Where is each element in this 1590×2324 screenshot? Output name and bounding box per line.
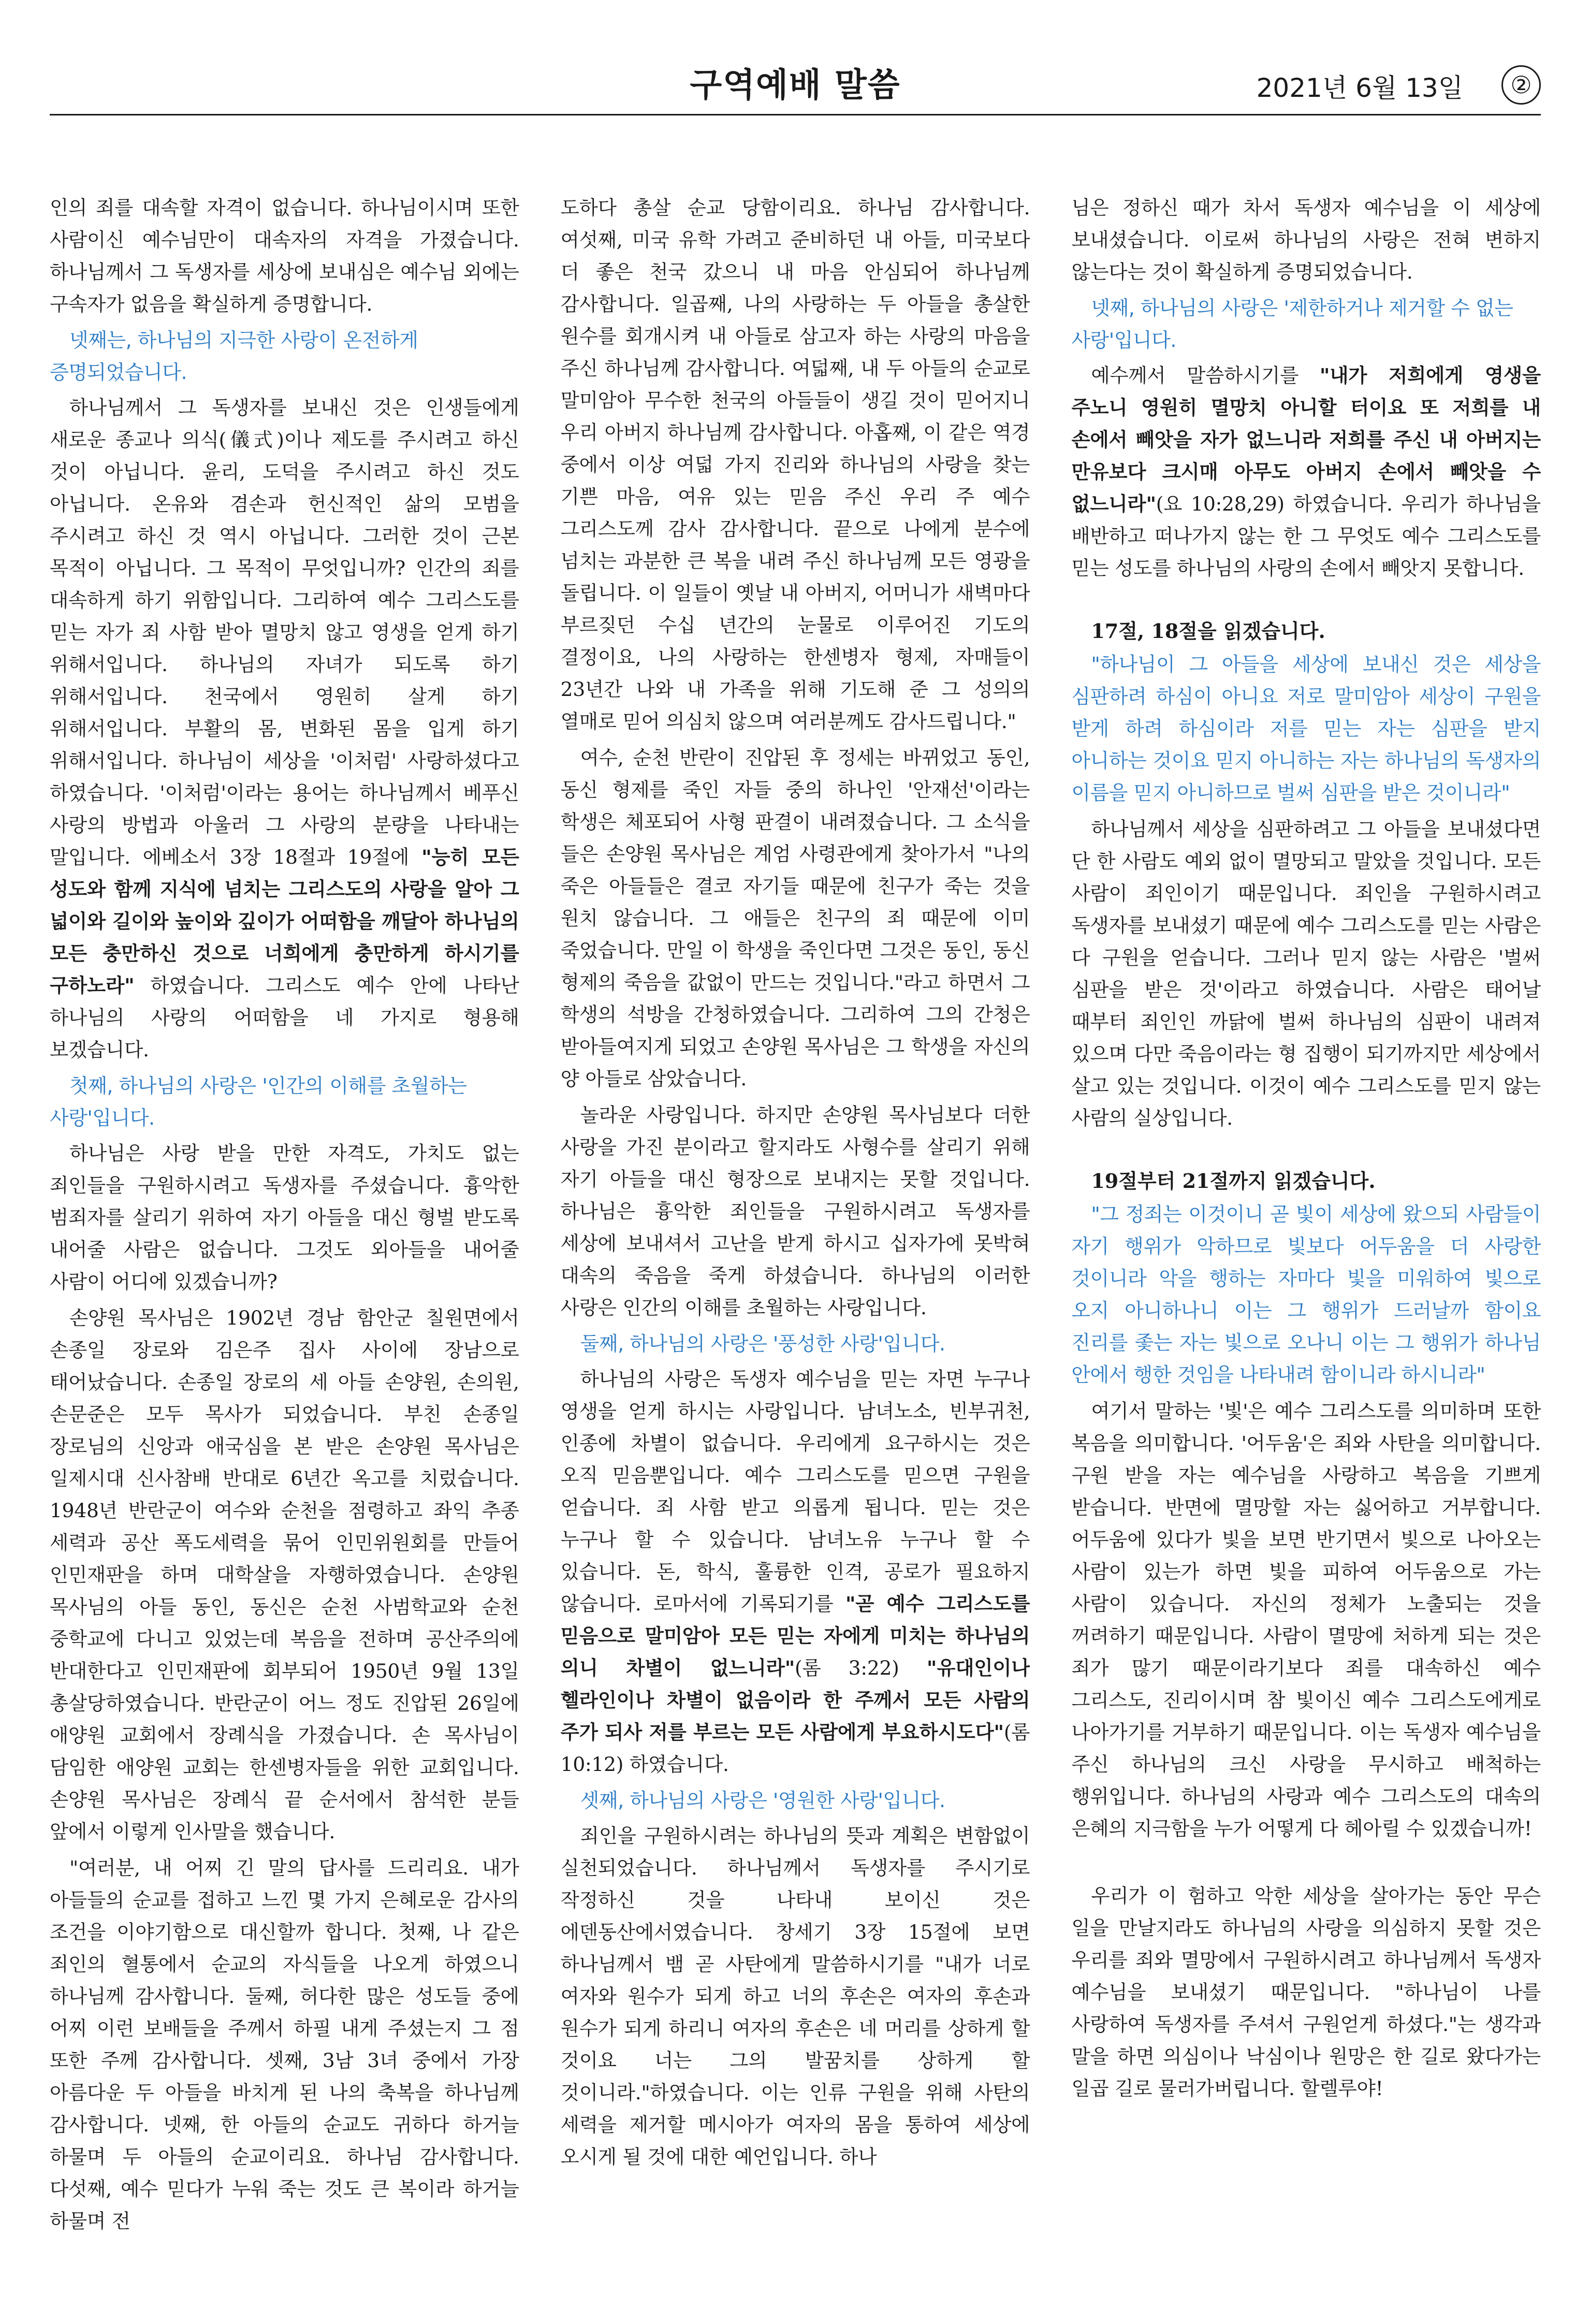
section-heading: 넷째, 하나님의 사랑은 '제한하거나 제거할 수 없는 사랑'입니다. [1071,297,1513,352]
scripture-quote: "능히 모든 성도와 함께 지식에 넘치는 그리스도의 사랑을 알아 그 넓이와 길이와 높이와 깊이가 어떠함을 깨달아 하나님의 모든 충만하신 것으로 너희에게 충만하게 하시기를 구하노라" [50,846,519,997]
issue-date: 2021년 6월 13일 [1256,73,1463,103]
article-body [50,192,1541,2299]
page-number: ② [1501,65,1541,105]
paragraph: 우리가 이 험하고 악한 세상을 살아가는 동안 무슨 일을 만날지라도 하나님의 사랑을 의심하지 못할 것은 우리를 죄와 멸망에서 구원하시려고 하나님께서 독생자 예수님을 보내셨기 때문입니다. "하나님이 나를 사랑하여 독생자를 주셔서 구원얻게 하셨다."는 생각과 말을 하면 의심이나 낙심이나 원망은 한 길로 왔다가는 일곱 길로 물러가버립니다. 할렐루야! [1071,1884,1541,2100]
paragraph: 도하다 총살 순교 당함이리요. 하나님 감사합니다. 여섯째, 미국 유학 가려고 준비하던 내 아들, 미국보다 더 좋은 천국 갔으니 내 마음 안심되어 하나님께 감사합니다. 일곱째, 나의 사랑하는 두 아들을 총살한 원수를 회개시켜 내 아들로 삼고자 하는 사랑의 마음을 주신 하나님께 감사합니다. 여덟째, 내 두 아들의 순교로 말미암아 무수한 천국의 아들들이 생길 것이 믿어지니 우리 아버지 하나님께 감사합니다. 아홉째, 이 같은 역경 중에서 이상 여덟 가지 진리와 하나님의 사랑을 찾는 기쁜 마음, 여유 있는 믿음 주신 우리 주 예수 그리스도께 감사 감사합니다. 끝으로 나에게 분수에 넘치는 과분한 큰 복을 내려 주신 하나님께 모든 영광을 돌립니다. 이 일들이 옛날 내 아버지, 어머니가 새벽마다 부르짖던 수십 년간의 눈물로 이루어진 기도의 결정이요, 나의 사랑하는 한센병자 형제, 자매들이 23년간 나와 내 가족을 위해 기도해 준 그 성의의 열매로 믿어 의심치 않으며 여러분께도 감사드립니다." [560,196,1030,733]
paragraph: 님은 정하신 때가 차서 독생자 예수님을 이 세상에 보내셨습니다. 이로써 하나님의 사랑은 전혀 변하지 않는다는 것이 확실하게 증명되었습니다. [1071,196,1541,283]
paragraph: 놀라운 사랑입니다. 하지만 손양원 목사님보다 더한 사랑을 가진 분이라고 할지라도 사형수를 살리기 위해 자기 아들을 대신 형장으로 보내지는 못할 것입니다. 하나님은 흉악한 죄인들을 구원하시려고 독생자를 세상에 보내셔서 고난을 받게 하시고 십자가에 못박혀 대속의 죽음을 죽게 하셨습니다. 하나님의 이러한 사랑은 인간의 이해를 초월하는 사랑입니다. [560,1103,1030,1319]
paragraph: 여수, 순천 반란이 진압된 후 정세는 바뀌었고 동인, 동신 형제를 죽인 자들 중의 하나인 '안재선'이라는 학생은 체포되어 사형 판결이 내려졌습니다. 그 소식을 들은 손양원 목사님은 계엄 사령관에게 찾아가서 "나의 죽은 아들들은 결코 자기들 때문에 친구가 죽는 것을 원치 않습니다. 그 애들은 친구의 죄 때문에 이미 죽었습니다. 만일 이 학생을 죽인다면 그것은 동인, 동신 형제의 죽음을 값없이 만드는 것입니다."라고 하면서 그 학생의 석방을 간청하였습니다. 그리하여 그의 간청은 받아들여지게 되었고 손양원 목사님은 그 학생을 자신의 양 아들로 삼았습니다. [560,746,1030,1090]
paragraph: 하나님께서 세상을 심판하려고 그 아들을 보내셨다면 단 한 사람도 예외 없이 멸망되고 말았을 것입니다. 모든 사람이 죄인이기 때문입니다. 죄인을 구원하시려고 독생자를 보내셨기 때문에 예수 그리스도를 믿는 사람은 다 구원을 얻습니다. 그러나 믿지 않는 사람은 '벌써 심판을 받은 것'이라고 하였습니다. 사람은 태어날 때부터 죄인인 까닭에 벌써 하나님의 심판이 내려져 있으며 다만 죽음이라는 형 집행이 되기까지만 세상에서 살고 있는 것입니다. 이것이 예수 그리스도를 믿지 않는 사람의 실상입니다. [1071,818,1541,1129]
header-rule [50,114,1541,115]
column-2 [561,192,1030,2299]
scripture-quote: "내가 저희에게 영생을 주노니 영원히 멸망치 아니할 터이요 또 저희를 내 손에서 빼앗을 자가 없느니라 저희를 주신 내 아버지는 만유보다 크시매 아무도 아버지 손에서 빼앗을 수 없느니라" [1071,364,1541,515]
section-heading: 첫째, 하나님의 사랑은 '인간의 이해를 초월하는 사랑'입니다. [50,1074,467,1129]
paragraph: "여러분, 내 어찌 긴 말의 답사를 드리리요. 내가 아들들의 순교를 접하고 느낀 몇 가지 은혜로운 감사의 조건을 이야기함으로 대신할까 합니다. 첫째, 나 같은 죄인의 혈통에서 순교의 자식들을 나오게 하였으니 하나님께 감사합니다. 둘째, 허다한 많은 성도들 중에 어찌 이런 보배들을 주께서 하필 내게 주셨는지 그 점 또한 주께 감사합니다. 셋째, 3남 3녀 중에서 가장 아름다운 두 아들을 바치게 된 나의 축복을 하나님께 감사합니다. 넷째, 한 아들의 순교도 귀하다 하거늘 하물며 두 아들의 순교이리요. 하나님 감사합니다. 다섯째, 예수 믿다가 누워 죽는 것도 큰 복이라 하거늘 하물며 전 [50,1856,519,2232]
paragraph: 하나님께서 그 독생자를 보내신 것은 인생들에게 새로운 종교나 의식(儀式)이나 제도를 주시려고 하신 것이 아닙니다. 윤리, 도덕을 주시려고 하신 것도 아닙니다. 온유와 겸손과 헌신적인 삶의 모범을 주시려고 하신 것 역시 아닙니다. 그러한 것이 근본 목적이 아닙니다. 그 목적이 무엇입니까? 인간의 죄를 대속하게 하기 위함입니다. 그리하여 예수 그리스도를 믿는 자가 죄 사함 받아 멸망치 않고 영생을 얻게 하기 위해서입니다. 하나님의 자녀가 되도록 하기 위해서입니다. 천국에서 영원히 살게 하기 위해서입니다. 부활의 몸, 변화된 몸을 입게 하기 위해서입니다. 하나님이 세상을 '이처럼' 사랑하셨다고 하였습니다. '이처럼'이라는 용어는 하나님께서 베푸신 사랑의 방법과 아울러 그 사랑의 분량을 나타내는 말입니다. 에베소서 3장 18절과 19절에 "능히 모든 성도와 함께 지식에 넘치는 그리스도의 사랑을 알아 그 넓이와 길이와 높이와 깊이가 어떠함을 깨달아 하나님의 모든 충만하신 것으로 너희에게 충만하게 하시기를 구하노라" 하였습니다. 그리스도 예수 안에 나타난 하나님의 사랑의 어떠함을 네 가지로 형용해 보겠습니다. [50,396,519,1061]
page-header [50,62,1541,119]
scripture-quote: "곧 예수 그리스도를 믿음으로 말미암아 모든 믿는 자에게 미치는 하나님의 의니 차별이 없느니라" [560,1592,1030,1679]
paragraph: 하나님의 사랑은 독생자 예수님을 믿는 자면 누구나 영생을 얻게 하시는 사랑입니다. 남녀노소, 빈부귀천, 인종에 차별이 없습니다. 우리에게 요구하시는 것은 오직 믿음뿐입니다. 예수 그리스도를 믿으면 구원을 얻습니다. 죄 사함 받고 의롭게 됩니다. 믿는 것은 누구나 할 수 있습니다. 남녀노유 누구나 할 수 있습니다. 돈, 학식, 훌륭한 인격, 공로가 필요하지 않습니다. 로마서에 기록되기를 "곧 예수 그리스도를 믿음으로 말미암아 모든 믿는 자에게 미치는 하나님의 의니 차별이 없느니라"(롬 3:22) "유대인이나 헬라인이나 차별이 없음이라 한 주께서 모든 사람의 주가 되사 저를 부르는 모든 사람에게 부요하시도다"(롬 10:12) 하였습니다. [560,1368,1030,1776]
paragraph: 손양원 목사님은 1902년 경남 함안군 칠원면에서 손종일 장로와 김은주 집사 사이에 장남으로 태어났습니다. 손종일 장로의 세 아들 손양원, 손의원, 손문준은 모두 목사가 되었습니다. 부친 손종일 장로님의 신앙과 애국심을 본 받은 손양원 목사님은 일제시대 신사참배 반대로 6년간 옥고를 치렀습니다. 1948년 반란군이 여수와 순천을 점령하고 좌익 추종 세력과 공산 폭도세력을 묶어 인민위원회를 만들어 인민재판을 하며 대학살을 자행하였습니다. 손양원 목사님의 아들 동인, 동신은 순천 사범학교와 순천 중학교에 다니고 있었는데 복음을 전하며 공산주의에 반대한다고 인민재판에 회부되어 1950년 9월 13일 총살당하였습니다. 반란군이 어느 정도 진압된 26일에 애양원 교회에서 장례식을 가졌습니다. 손 목사님이 담임한 애양원 교회는 한센병자들을 위한 교회입니다. 손양원 목사님은 장례식 끝 순서에서 참석한 분들 앞에서 이렇게 인사말을 했습니다. [50,1306,519,1843]
paragraph: 죄인을 구원하시려는 하나님의 뜻과 계획은 변함없이 실천되었습니다. 하나님께서 독생자를 주시기로 작정하신 것을 나타내 보이신 것은 에덴동산에서였습니다. 창세기 3장 15절에 보면 하나님께서 뱀 곧 사탄에게 말씀하시기를 "내가 너로 여자와 원수가 되게 하고 너의 후손은 여자의 후손과 원수가 되게 하리니 여자의 후손은 네 머리를 상하게 할 것이요 너는 그의 발꿈치를 상하게 할 것이니라."하였습니다. 이는 인류 구원을 위해 사탄의 세력을 제거할 메시아가 여자의 몸을 통하여 세상에 오시게 될 것에 대한 예언입니다. 하나 [560,1824,1030,2168]
paragraph-spacer [1071,1849,1541,1880]
reading-subheading: 17절, 18절을 읽겠습니다. [1091,619,1325,643]
section-heading: 넷째는, 하나님의 지극한 사랑이 온전하게 증명되었습니다. [50,329,418,384]
column-3 [1071,192,1541,2299]
paragraph: 인의 죄를 대속할 자격이 없습니다. 하나님이시며 또한 사람이신 예수님만이 대속자의 자격을 가졌습니다. 하나님께서 그 독생자를 세상에 보내심은 예수님 외에는 구속자가 없음을 확실하게 증명합니다. [50,196,519,315]
section-heading: 둘째, 하나님의 사랑은 '풍성한 사랑'입니다. [580,1332,945,1355]
scripture-quote: "유대인이나 헬라인이나 차별이 없음이라 한 주께서 모든 사람의 주가 되사 저를 부르는 모든 사람에게 부요하시도다" [560,1657,1030,1744]
column-1 [50,192,519,2299]
scripture-passage: "하나님이 그 아들을 세상에 보내신 것은 세상을 심판하려 하심이 아니요 저로 말미암아 세상이 구원을 받게 하려 하심이라 저를 믿는 자는 심판을 받지 아니하는 것이요 믿지 아니하는 자는 하나님의 독생자의 이름을 믿지 아니하므로 벌써 심판을 받은 것이니라" [1071,653,1541,804]
paragraph: 여기서 말하는 '빛'은 예수 그리스도를 의미하며 또한 복음을 의미합니다. '어두움'은 죄와 사탄을 의미합니다. 구원 받을 자는 예수님을 사랑하고 복음을 기쁘게 받습니다. 반면에 멸망할 자는 싫어하고 거부합니다. 어두움에 있다가 빛을 보면 반기면서 빛으로 나아오는 사람이 있는가 하면 빛을 피하여 어두움으로 가는 사람이 있습니다. 자신의 정체가 노출되는 것을 꺼려하기 때문입니다. 사람이 멸망에 처하게 되는 것은 죄가 많기 때문이라기보다 죄를 대속하신 예수 그리스도, 진리이시며 참 빛이신 예수 그리스도에게로 나아가기를 거부하기 때문입니다. 이는 독생자 예수님을 주신 하나님의 크신 사랑을 무시하고 배척하는 행위입니다. 하나님의 사랑과 예수 그리스도의 대속의 은혜의 지극함을 누가 어떻게 다 헤아릴 수 있겠습니까! [1071,1400,1541,1840]
scripture-passage: "그 정죄는 이것이니 곧 빛이 세상에 왔으되 사람들이 자기 행위가 악하므로 빛보다 어두움을 더 사랑한 것이니라 악을 행하는 자마다 빛을 미워하여 빛으로 오지 아니하나니 이는 그 행위가 드러날까 함이요 진리를 좇는 자는 빛으로 오나니 이는 그 행위가 하나님 안에서 행한 것임을 나타내려 함이니라 하시니라" [1071,1203,1541,1386]
paragraph: 하나님은 사랑 받을 만한 자격도, 가치도 없는 죄인들을 구원하시려고 독생자를 주셨습니다. 흉악한 범죄자를 살리기 위하여 자기 아들을 대신 형벌 받도록 내어줄 사람은 없습니다. 그것도 외아들을 내어줄 사람이 어디에 있겠습니까? [50,1142,519,1293]
section-heading: 셋째, 하나님의 사랑은 '영원한 사랑'입니다. [580,1789,945,1812]
reading-subheading: 19절부터 21절까지 읽겠습니다. [1091,1169,1376,1193]
paragraph: 예수께서 말씀하시기를 "내가 저희에게 영생을 주노니 영원히 멸망치 아니할 터이요 또 저희를 내 손에서 빼앗을 자가 없느니라 저희를 주신 내 아버지는 만유보다 크시매 아무도 아버지 손에서 빼앗을 수 없느니라"(요 10:28,29) 하였습니다. 우리가 하나님을 배반하고 떠나가지 않는 한 그 무엇도 예수 그리스도를 믿는 성도를 하나님의 사랑의 손에서 빼앗지 못합니다. [1071,364,1541,579]
page-title: 구역예배 말씀 [690,66,901,105]
